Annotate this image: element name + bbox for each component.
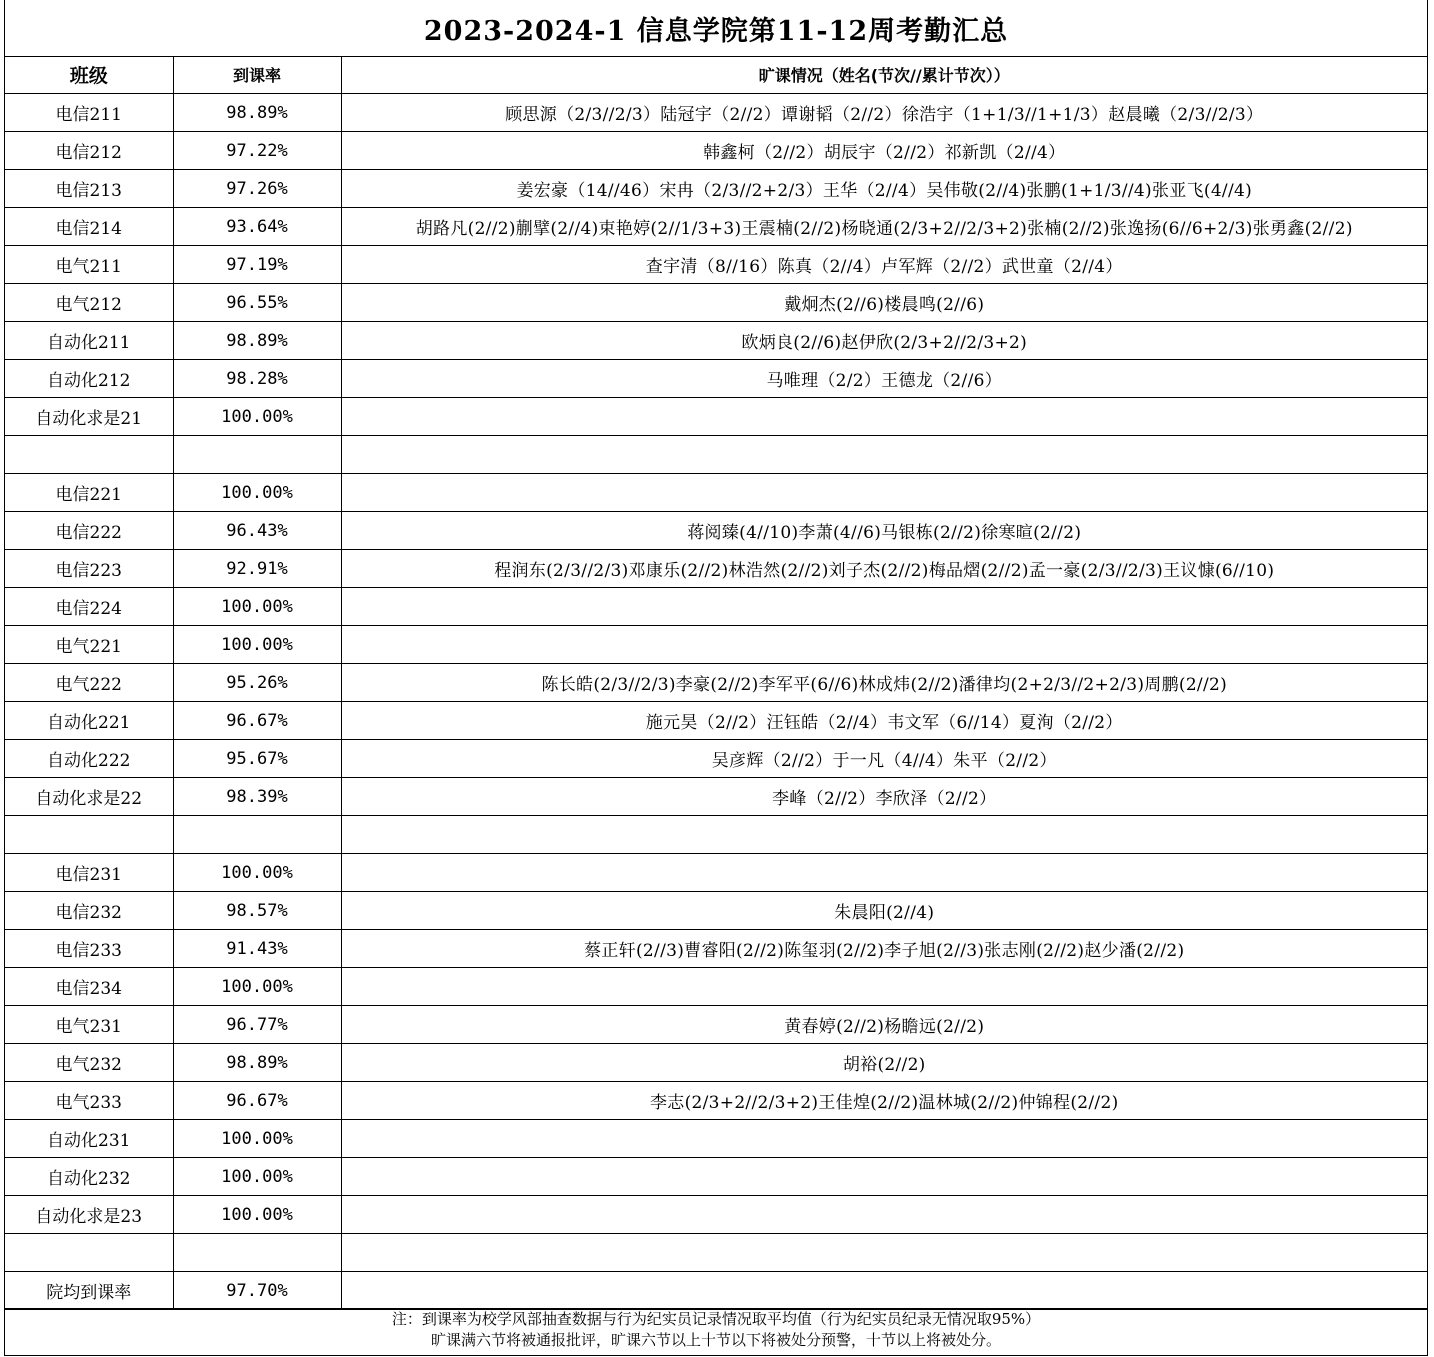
table-row (5, 360, 1427, 398)
absence-detail-cell[interactable]: 胡裕(2//2) (341, 1044, 1427, 1082)
class-cell[interactable]: 自动化211 (5, 322, 173, 360)
class-cell[interactable]: 电信224 (5, 588, 173, 626)
rate-cell[interactable]: 100.00% (173, 474, 341, 512)
class-cell[interactable]: 电气211 (5, 246, 173, 284)
class-cell[interactable]: 电信234 (5, 968, 173, 1006)
sheet-title[interactable]: 2023-2024-1 信息学院第11-12周考勤汇总 (5, 0, 1427, 57)
absence-detail-cell[interactable]: 蔡正轩(2//3)曹睿阳(2//2)陈玺羽(2//2)李子旭(2//3)张志刚(2//2)赵少潘(2//2) (341, 930, 1427, 968)
class-cell[interactable]: 自动化231 (5, 1120, 173, 1158)
table-body (5, 94, 1427, 1310)
table-row (5, 94, 1427, 132)
class-cell[interactable]: 电信223 (5, 550, 173, 588)
class-cell[interactable]: 自动化232 (5, 1158, 173, 1196)
class-cell[interactable]: 电气232 (5, 1044, 173, 1082)
attendance-table (5, 56, 1427, 1310)
rate-cell[interactable]: 98.57% (173, 892, 341, 930)
class-cell[interactable]: 自动化212 (5, 360, 173, 398)
rate-cell[interactable]: 100.00% (173, 1158, 341, 1196)
footnote-line: 注：到课率为校学风部抽查数据与行为纪实员记录情况取平均值（行为纪实员纪录无情况取95%） (391, 1310, 1041, 1328)
table-row (5, 1044, 1427, 1082)
rate-cell[interactable]: 95.26% (173, 664, 341, 702)
table-row (5, 588, 1427, 626)
absence-detail-cell[interactable]: 吴彦辉（2//2）于一凡（4//4）朱平（2//2） (341, 740, 1427, 778)
header-rate[interactable]: 到课率 (173, 56, 341, 94)
absence-detail-cell[interactable]: 马唯理（2/2）王德龙（2//6） (341, 360, 1427, 398)
class-cell[interactable] (5, 1234, 173, 1272)
rate-cell[interactable]: 98.89% (173, 94, 341, 132)
class-cell[interactable]: 自动化求是23 (5, 1196, 173, 1234)
rate-cell[interactable]: 100.00% (173, 968, 341, 1006)
rate-cell[interactable]: 100.00% (173, 398, 341, 436)
table-row (5, 550, 1427, 588)
absence-detail-cell[interactable]: 施元昊（2//2）汪钰皓（2//4）韦文军（6//14）夏洵（2//2） (341, 702, 1427, 740)
class-cell[interactable]: 电气233 (5, 1082, 173, 1120)
absence-detail-cell[interactable] (341, 436, 1427, 474)
class-cell[interactable]: 自动化求是22 (5, 778, 173, 816)
rate-cell[interactable]: 96.55% (173, 284, 341, 322)
class-cell[interactable]: 电气212 (5, 284, 173, 322)
absence-detail-cell[interactable] (341, 1272, 1427, 1310)
absence-detail-cell[interactable] (341, 474, 1427, 512)
attendance-sheet (4, 0, 1428, 1356)
rate-cell[interactable] (173, 816, 341, 854)
rate-cell[interactable]: 100.00% (173, 854, 341, 892)
table-row (5, 778, 1427, 816)
rate-cell[interactable]: 92.91% (173, 550, 341, 588)
table-row (5, 474, 1427, 512)
rate-cell[interactable]: 98.89% (173, 1044, 341, 1082)
class-cell[interactable]: 电气222 (5, 664, 173, 702)
table-row (5, 892, 1427, 930)
table-row (5, 740, 1427, 778)
footnote (5, 1308, 1427, 1356)
table-row (5, 208, 1427, 246)
table-row (5, 1272, 1427, 1310)
rate-cell[interactable]: 100.00% (173, 588, 341, 626)
absence-detail-cell[interactable]: 李志(2/3+2//2/3+2)王佳煌(2//2)温林城(2//2)仲锦程(2//2) (341, 1082, 1427, 1120)
rate-cell[interactable]: 97.22% (173, 132, 341, 170)
absence-detail-cell[interactable] (341, 968, 1427, 1006)
class-cell[interactable]: 自动化221 (5, 702, 173, 740)
table-row (5, 284, 1427, 322)
class-cell[interactable]: 自动化求是21 (5, 398, 173, 436)
absence-detail-cell[interactable]: 黄春婷(2//2)杨瞻远(2//2) (341, 1006, 1427, 1044)
table-row (5, 512, 1427, 550)
absence-detail-cell[interactable] (341, 588, 1427, 626)
table-row (5, 816, 1427, 854)
absence-detail-cell[interactable]: 韩鑫柯（2//2）胡辰宇（2//2）祁新凯（2//4） (341, 132, 1427, 170)
rate-cell[interactable] (173, 436, 341, 474)
absence-detail-cell[interactable]: 朱晨阳(2//4) (341, 892, 1427, 930)
absence-detail-cell[interactable]: 欧炳良(2//6)赵伊欣(2/3+2//2/3+2) (341, 322, 1427, 360)
absence-detail-cell[interactable]: 李峰（2//2）李欣泽（2//2） (341, 778, 1427, 816)
absence-detail-cell[interactable]: 查宇清（8//16）陈真（2//4）卢军辉（2//2）武世童（2//4） (341, 246, 1427, 284)
header-detail[interactable]: 旷课情况（姓名(节次//累计节次）） (341, 56, 1427, 94)
table-row (5, 702, 1427, 740)
table-row (5, 398, 1427, 436)
class-cell[interactable]: 电信212 (5, 132, 173, 170)
rate-cell[interactable]: 98.39% (173, 778, 341, 816)
rate-cell[interactable]: 100.00% (173, 1120, 341, 1158)
rate-cell[interactable]: 96.67% (173, 1082, 341, 1120)
absence-detail-cell[interactable]: 程润东(2/3//2/3)邓康乐(2//2)林浩然(2//2)刘子杰(2//2)梅品熠(2//2)孟一豪(2/3//2/3)王议慷(6//10) (341, 550, 1427, 588)
table-row (5, 968, 1427, 1006)
table-row (5, 1120, 1427, 1158)
rate-cell[interactable]: 97.26% (173, 170, 341, 208)
rate-cell[interactable]: 100.00% (173, 1196, 341, 1234)
absence-detail-cell[interactable] (341, 1120, 1427, 1158)
class-cell[interactable]: 电信214 (5, 208, 173, 246)
absence-detail-cell[interactable]: 蒋阅臻(4//10)李萧(4//6)马银栋(2//2)徐寒暄(2//2) (341, 512, 1427, 550)
class-cell[interactable]: 电气221 (5, 626, 173, 664)
absence-detail-cell[interactable]: 胡路凡(2//2)蒯擘(2//4)束艳婷(2//1/3+3)王震楠(2//2)杨晓通(2/3+2//2/3+2)张楠(2//2)张逸扬(6//6+2/3)张勇鑫(2//2) (341, 208, 1427, 246)
absence-detail-cell[interactable] (341, 1234, 1427, 1272)
rate-cell[interactable]: 97.70% (173, 1272, 341, 1310)
class-cell[interactable] (5, 816, 173, 854)
table-row (5, 930, 1427, 968)
absence-detail-cell[interactable]: 戴炯杰(2//6)楼晨鸣(2//6) (341, 284, 1427, 322)
rate-cell[interactable]: 98.28% (173, 360, 341, 398)
rate-cell[interactable]: 98.89% (173, 322, 341, 360)
header-class[interactable]: 班级 (5, 56, 173, 94)
table-row (5, 1234, 1427, 1272)
class-cell[interactable]: 电信222 (5, 512, 173, 550)
absence-detail-cell[interactable] (341, 398, 1427, 436)
class-cell[interactable]: 电信211 (5, 94, 173, 132)
rate-cell[interactable]: 91.43% (173, 930, 341, 968)
absence-detail-cell[interactable] (341, 816, 1427, 854)
rate-cell[interactable]: 96.43% (173, 512, 341, 550)
class-cell[interactable]: 院均到课率 (5, 1272, 173, 1310)
absence-detail-cell[interactable]: 姜宏豪（14//46）宋冉（2/3//2+2/3）王华（2//4）吴伟敬(2//4)张鹏(1+1/3//4)张亚飞(4//4) (341, 170, 1427, 208)
rate-cell[interactable]: 96.67% (173, 702, 341, 740)
absence-detail-cell[interactable] (341, 626, 1427, 664)
absence-detail-cell[interactable] (341, 854, 1427, 892)
rate-cell[interactable]: 100.00% (173, 626, 341, 664)
absence-detail-cell[interactable] (341, 1196, 1427, 1234)
table-row (5, 132, 1427, 170)
table-row (5, 246, 1427, 284)
table-row (5, 170, 1427, 208)
class-cell[interactable]: 电信221 (5, 474, 173, 512)
class-cell[interactable]: 电气231 (5, 1006, 173, 1044)
table-row (5, 854, 1427, 892)
class-cell[interactable]: 自动化222 (5, 740, 173, 778)
rate-cell[interactable]: 95.67% (173, 740, 341, 778)
table-row (5, 1196, 1427, 1234)
class-cell[interactable]: 电信213 (5, 170, 173, 208)
class-cell[interactable]: 电信233 (5, 930, 173, 968)
table-row (5, 322, 1427, 360)
table-row (5, 626, 1427, 664)
absence-detail-cell[interactable] (341, 1158, 1427, 1196)
rate-cell[interactable]: 93.64% (173, 208, 341, 246)
rate-cell[interactable] (173, 1234, 341, 1272)
class-cell[interactable]: 电信232 (5, 892, 173, 930)
rate-cell[interactable]: 96.77% (173, 1006, 341, 1044)
absence-detail-cell[interactable]: 陈长皓(2/3//2/3)李豪(2//2)李军平(6//6)林成炜(2//2)潘律均(2+2/3//2+2/3)周鹏(2//2) (341, 664, 1427, 702)
class-cell[interactable] (5, 436, 173, 474)
header-row (5, 56, 1427, 94)
table-row (5, 664, 1427, 702)
table-row (5, 1158, 1427, 1196)
class-cell[interactable]: 电信231 (5, 854, 173, 892)
absence-detail-cell[interactable]: 顾思源（2/3//2/3）陆冠宇（2//2）谭谢韬（2//2）徐浩宇（1+1/3//1+1/3）赵晨曦（2/3//2/3） (341, 94, 1427, 132)
rate-cell[interactable]: 97.19% (173, 246, 341, 284)
table-row (5, 436, 1427, 474)
table-row (5, 1006, 1427, 1044)
table-row (5, 1082, 1427, 1120)
footnote-line: 旷课满六节将被通报批评，旷课六节以上十节以下将被处分预警，十节以上将被处分。 (430, 1331, 1001, 1349)
